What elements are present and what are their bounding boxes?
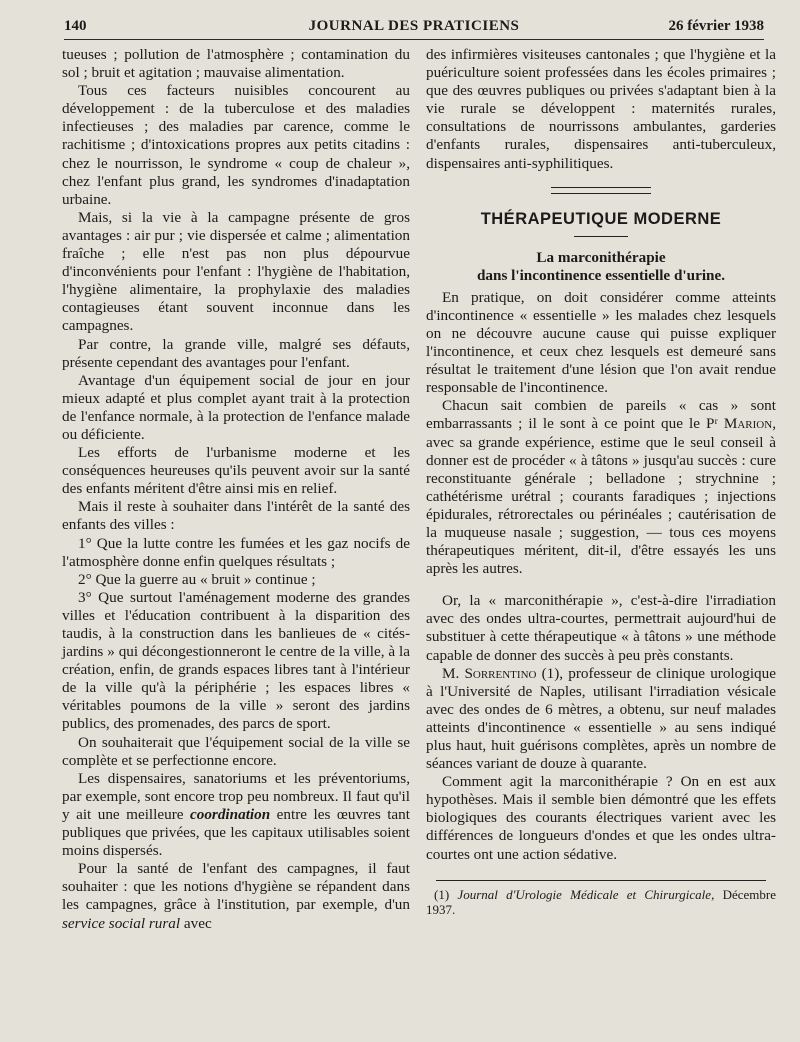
text-run: , Décembre 1937.	[426, 886, 776, 918]
paragraph: Comment agit la marconithérapie ? On en est aux hypothèses. Mais il semble bien démontré que les effets biologiques des courants électriques varient avec les différences de longueurs d'ondes et que les ondes ultra-courtes ont une action sédative.	[426, 773, 776, 863]
page-header	[64, 12, 764, 40]
article-title	[426, 249, 776, 285]
left-column	[62, 46, 410, 933]
article-title-line: La marconithérapie	[536, 248, 666, 266]
paragraph: Mais, si la vie à la campagne présente de gros avantages : air pur ; vie dispersée et calme ; alimentation fraîche ; elle n'est pas non plus dépourvue d'inconvénients pour l'enfant : l'hygiène de l'habitation, l'hygiène alimentaire, la prophylaxie des maladies contagieuses étant souvent inconnue dans les campagnes.	[62, 208, 410, 335]
section-title: THÉRAPEUTIQUE MODERNE	[480, 209, 722, 228]
journal-citation: Journal d'Urologie Médicale et Chirurgicale	[457, 886, 712, 902]
text-run: M.	[442, 664, 465, 682]
issue-date: 26 février 1938	[668, 18, 764, 34]
paragraph	[426, 397, 776, 578]
paragraph: Or, la « marconithérapie », c'est-à-dire l'irradiation avec des ondes ultra-courtes, permettrait aujourd'hui de substituer à cette thérapeutique « à tâtons » une méthode capable de donner des succès à peu près constants.	[426, 592, 776, 664]
paragraph: On souhaiterait que l'équipement social de la ville se complète et se perfectionne encore.	[62, 733, 410, 769]
list-item: 2° Que la guerre au « bruit » continue ;	[78, 570, 316, 588]
paragraph	[62, 770, 410, 860]
text-run: entre les œuvres tant publiques que privées, que les capitaux utilisables soient moins dispersés.	[62, 805, 410, 860]
paragraph	[62, 860, 410, 932]
text-run: (1)	[434, 886, 458, 902]
spacer	[426, 578, 776, 592]
paragraph: Mais il reste à souhaiter dans l'intérêt de la santé des enfants des villes :	[62, 498, 410, 534]
right-column	[426, 46, 776, 918]
text-run: , avec sa grande expérience, estime que le seul conseil à donner est de procéder « à tâtons » jusqu'au succès : cure reconstituante générale ; belladone ; strychnine ; cathétérisme urétral ; courants faradiques ; injections épidurales, rétrorectales ou périnéales ; cautérisation de la muqueuse nasale ; suggestion, — tous ces moyens thérapeutiques méritent, dit-il, d'être essayés les uns après les autres.	[426, 415, 776, 578]
section-divider	[551, 187, 651, 194]
journal-title: JOURNAL DES PRATICIENS	[308, 18, 520, 34]
paragraph: En pratique, on doit considérer comme atteints d'incontinence « essentielle » les malades chez lesquels on ne découvre aucune cause qui puisse expliquer l'incontinence, et ceux chez lesquels est demeuré sans résultat le traitement d'une lésion que l'on avait rendue responsable de l'incontinence.	[426, 288, 776, 397]
text-run: avec	[180, 914, 212, 932]
title-rule	[574, 236, 628, 237]
text-run: Chacun sait combien de pareils « cas » sont embarrassants ; il le sont à ce point que le Pʳ	[426, 397, 776, 433]
paragraph: des infirmières visiteuses cantonales ; que l'hygiène et la puériculture soient professées dans les écoles primaires ; que des œuvres publiques ou privées s'adaptant bien à la vie rurale se développent : maternités rurales, consultations de nourrissons ambulantes, garderies d'enfants rurales, dispensaires anti-tuberculeux, dispensaires anti-syphilitiques.	[426, 46, 776, 172]
author-name: Marion	[723, 415, 773, 433]
footnote-rule	[436, 880, 766, 881]
header-rule	[64, 39, 764, 40]
paragraph: tueuses ; pollution de l'atmosphère ; contamination du sol ; bruit et agitation ; mauvaise alimentation.	[62, 46, 410, 82]
paragraph	[426, 665, 776, 774]
paragraph: Tous ces facteurs nuisibles concourent au développement : de la tuberculose et des maladies infectieuses ; des maladies par carence, comme le rachitisme ; d'intoxications propres aux petits citadins : chez le nourrisson, le syndrome « coup de chaleur », chez l'enfant plus grand, les syndromes d'inadaptation urbaine.	[62, 82, 410, 208]
list-item: 1° Que la lutte contre les fumées et les gaz nocifs de l'atmosphère donne enfin quelques résultats ;	[62, 534, 410, 570]
list-item: 3° Que surtout l'aménagement moderne des grandes villes et l'éducation contribuent à la disparition des taudis, à la construction dans les banlieues de « cités-jardins » qui décongestionneront le centre de la ville, à la création, enfin, de grands espaces libres tant à l'intérieur de la ville qu'à la périphérie ; les espaces libres « véritables poumons de la ville » seront des jardins publics, des promenades, des parcs de sport.	[62, 588, 410, 733]
emphasis: coordination	[190, 805, 271, 823]
text-run: Pour la santé de l'enfant des campagnes, il faut souhaiter : que les notions d'hygiène se répandent dans les campagnes, grâce à l'institution, par exemple, d'un	[62, 860, 410, 914]
page-number: 140	[64, 18, 87, 34]
paragraph: Les efforts de l'urbanisme moderne et les conséquences heureuses qu'ils peuvent avoir sur la santé des enfants méritent d'être ainsi mis en relief.	[62, 444, 410, 498]
emphasis: service social rural	[62, 914, 181, 932]
footnote	[426, 887, 776, 918]
article-title-line: dans l'incontinence essentielle d'urine.	[476, 266, 726, 284]
text-run: (1), professeur de clinique urologique à l'Université de Naples, utilisant l'irradiation vésicale avec des ondes de 6 mètres, a obtenu, sur neuf malades atteints d'incontinence « essentielle » au sens indiqué plus haut, huit guérisons complètes, après un nombre de séances variant de douze à quarante.	[426, 664, 776, 773]
paragraph: Avantage d'un équipement social de jour en jour mieux adapté et plus complet ayant trait à la protection de l'enfance normale, à la protection de l'enfance malade ou déficiente.	[62, 371, 410, 443]
author-name: Sorrentino	[464, 664, 537, 682]
paragraph: Par contre, la grande ville, malgré ses défauts, présente cependant des avantages pour l'enfant.	[62, 335, 410, 371]
text-run: Les dispensaires, sanatoriums et les préventoriums, par exemple, sont encore trop peu nombreux. Il faut qu'il y ait une meilleure	[62, 769, 410, 823]
